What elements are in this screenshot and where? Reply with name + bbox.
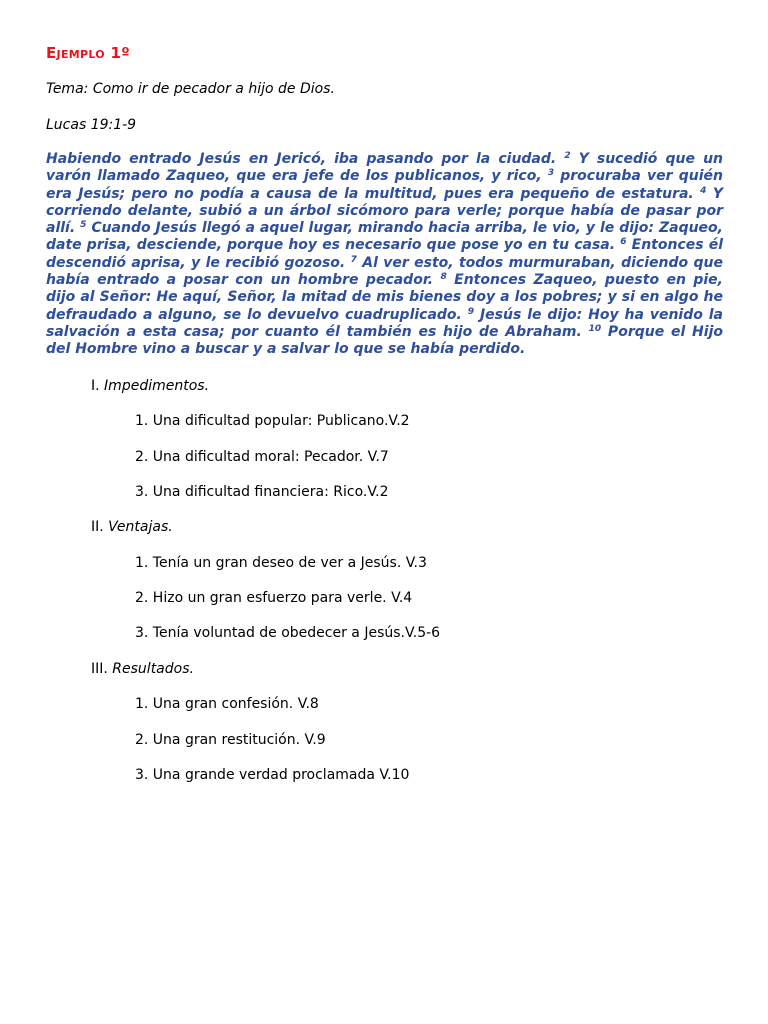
scripture-passage [46,151,723,359]
verse-3-number: 3 [547,168,555,179]
verse-10-text: Porque el Hijo del Hombre vino a buscar y a salvar lo que se había perdido. [46,323,723,358]
outline-item: 3. Tenía voluntad de obedecer a Jesús.V.5-6 [135,625,441,641]
verse-3-text: procuraba ver quién era Jesús; pero no podía a causa de la multitud, pues era pequeño de estatura. [46,168,723,202]
verse-9-number: 9 [467,306,475,317]
outline-section-heading [91,661,194,677]
verse-2-number: 2 [564,151,571,161]
verse-6-number: 6 [620,237,627,248]
outline-item: 2. Hizo un gran esfuerzo para verle. V.4 [135,590,413,606]
outline-item: 3. Una dificultad financiera: Rico.V.2 [135,484,389,500]
verse-7-number: 7 [350,254,357,265]
verse-8-number: 8 [440,272,447,283]
section-numeral: I. [91,378,100,394]
verse-8-text: Entonces Zaqueo, puesto en pie, dijo al Señor: He aquí, Señor, la mitad de mis bienes doy a los pobres; y si en algo he defraudado a alguno, se lo devuelvo cuadruplicado. [46,272,723,323]
verse-7-text: Al ver esto, todos murmuraban, diciendo que había entrado a posar con un hombre pecador. [46,254,723,289]
verse-4-number: 4 [700,185,707,196]
section-numeral: II. [91,519,104,535]
outline-section-heading [91,378,209,394]
verse-9-text: Jesús le dijo: Hoy ha venido la salvación a esta casa; por cuanto él también es hijo de Abraham. [46,306,723,340]
section-title: Impedimentos. [104,378,210,394]
outline-item: 3. Una grande verdad proclamada V.10 [135,767,410,783]
example-heading: Ejemplo 1º [46,44,130,62]
section-title: Ventajas. [108,519,173,535]
verse-5-text: Cuando Jesús llegó a aquel lugar, mirando hacia arriba, le vio, y le dijo: Zaqueo, date prisa, desciende, porque hoy es necesario que pose yo en tu casa. [46,220,723,254]
verse-4-text: Y corriendo delante, subió a un árbol sicómoro para verle; porque había de pasar por allí. [46,185,723,237]
outline-item: 2. Una gran restitución. V.9 [135,732,326,748]
scripture-reference: Lucas 19:1-9 [46,117,137,133]
section-numeral: III. [91,661,108,677]
outline-item: 1. Una gran confesión. V.8 [135,696,319,712]
verse-5-number: 5 [80,220,87,231]
verse-6-text: Entonces él descendió aprisa, y le recibió gozoso. [46,237,724,271]
verse-1-text: Habiendo entrado Jesús en Jericó, iba pasando por la ciudad. [46,151,565,167]
verse-10-number: 10 [588,323,602,334]
sermon-theme: Tema: Como ir de pecador a hijo de Dios. [46,81,335,97]
outline-item: 1. Tenía un gran deseo de ver a Jesús. V.3 [135,555,427,571]
outline-item: 1. Una dificultad popular: Publicano.V.2 [135,413,410,429]
outline-section-heading [91,519,173,535]
verse-2-text: Y sucedió que un varón llamado Zaqueo, que era jefe de los publicanos, y rico, [46,151,724,185]
outline-item: 2. Una dificultad moral: Pecador. V.7 [135,449,389,465]
section-title: Resultados. [112,661,194,677]
